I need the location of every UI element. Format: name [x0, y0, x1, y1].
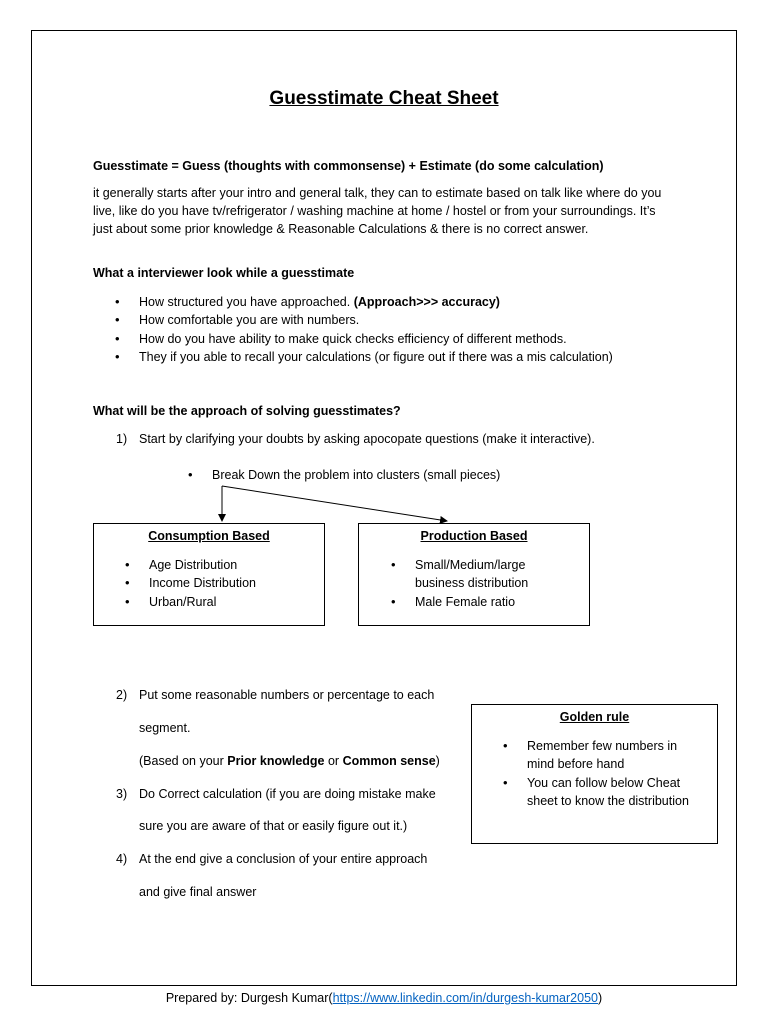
linkedin-link[interactable]: https://www.linkedin.com/in/durgesh-kumar2050	[332, 991, 598, 1005]
list-item: • Urban/Rural	[125, 593, 315, 611]
golden-rule-title: Golden rule	[559, 710, 630, 724]
arrow-to-production	[222, 486, 447, 521]
list-item: • You can follow below Cheat sheet to know the distribution	[503, 774, 703, 811]
production-box	[358, 523, 590, 626]
list-item: • Age Distribution	[125, 556, 315, 574]
guesstimate-definition: Guesstimate = Guess (thoughts with commonsense) + Estimate (do some calculation)	[93, 159, 604, 173]
list-item: • Small/Medium/large business distribution	[391, 556, 561, 593]
list-item: • Break Down the problem into clusters (small pieces)	[188, 466, 588, 484]
consumption-title: Consumption Based	[148, 529, 270, 543]
step-text-line: sure you are aware of that or easily figure out it.)	[139, 819, 408, 833]
page-title: Guesstimate Cheat Sheet	[269, 88, 499, 109]
list-item: • How structured you have approached. (Approach>>> accuracy)	[115, 293, 675, 311]
step-text-line: Put some reasonable numbers or percentage to each	[139, 688, 435, 702]
step-number: 3)	[116, 787, 128, 801]
consumption-box	[93, 523, 325, 626]
step-4	[116, 850, 476, 870]
approach-heading: What will be the approach of solving guesstimates?	[93, 404, 401, 418]
list-item: • Income Distribution	[125, 574, 315, 592]
intro-paragraph: it generally starts after your intro and general talk, they can to estimate based on talk like where do you live, like do you have tv/refrigerator / washing machine at home / hostel or from your surroundings. It’s just about some prior knowledge & Reasonable Calculations & there is no correct answer.	[93, 186, 662, 236]
step-text-line: (Based on your Prior knowledge or Common sense)	[139, 754, 440, 768]
list-item: • How do you have ability to make quick checks efficiency of different methods.	[115, 330, 675, 348]
list-item: • They if you able to recall your calculations (or figure out if there was a mis calculation)	[115, 348, 675, 366]
production-title: Production Based	[420, 529, 528, 543]
production-list	[391, 556, 561, 611]
footer: Prepared by: Durgesh Kumar(https://www.linkedin.com/in/durgesh-kumar2050)	[165, 991, 603, 1005]
list-item: • Remember few numbers in mind before hand	[503, 737, 703, 774]
list-item: • How comfortable you are with numbers.	[115, 311, 675, 329]
consumption-list	[125, 556, 315, 611]
golden-rule-list	[503, 737, 703, 811]
step-number: 2)	[116, 688, 128, 702]
step-text-line: Do Correct calculation (if you are doing mistake make	[139, 787, 436, 801]
step-text-line: At the end give a conclusion of your entire approach	[139, 852, 428, 866]
step-text-line: and give final answer	[139, 885, 257, 899]
step-text-line: segment.	[139, 721, 191, 735]
list-item: • Male Female ratio	[391, 593, 561, 611]
step-number: 4)	[116, 852, 128, 866]
step-number: 1)	[116, 432, 128, 446]
step-3	[116, 785, 476, 805]
golden-rule-box	[471, 704, 718, 844]
interviewer-heading: What a interviewer look while a guesstimate	[93, 266, 355, 280]
step-text: Start by clarifying your doubts by asking apocopate questions (make it interactive).	[139, 432, 595, 446]
step-2	[116, 686, 476, 716]
